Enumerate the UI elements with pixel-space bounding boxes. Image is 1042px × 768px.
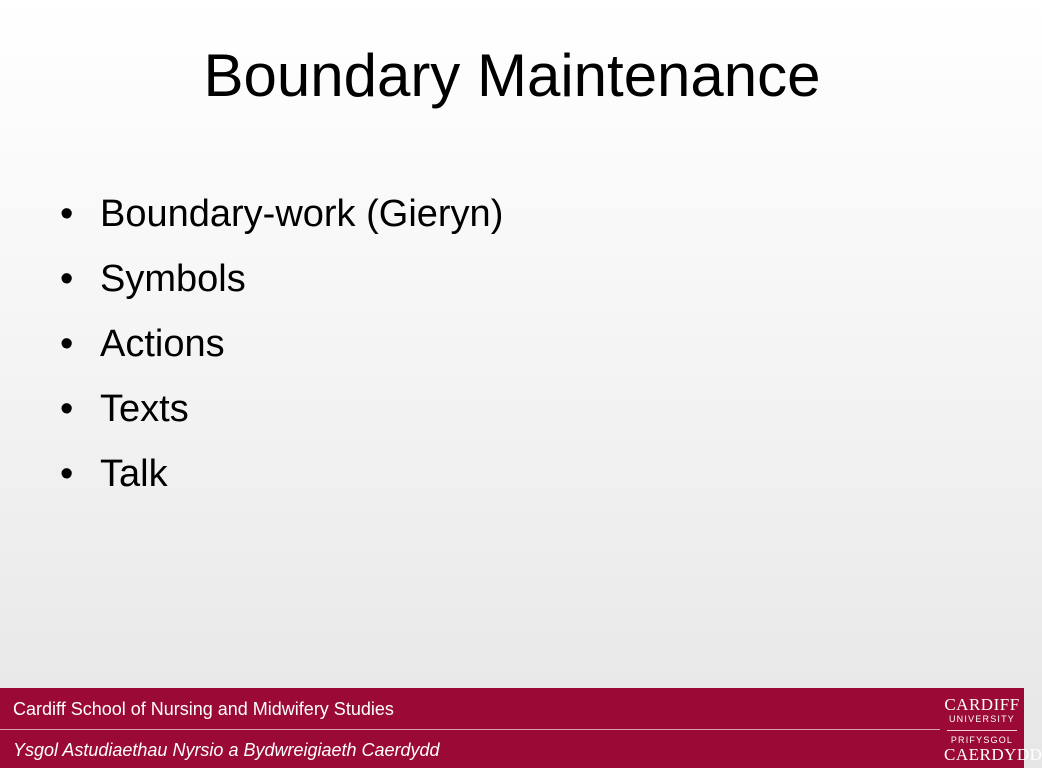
footer-divider (0, 729, 940, 730)
logo-line-caerdydd: CAERDYDD (944, 745, 1042, 764)
footer-welsh-text: Ysgol Astudiaethau Nyrsio a Bydwreigiaeth Caerdydd (13, 740, 440, 760)
list-item (60, 247, 503, 312)
bullet-text: Boundary-work (Gieryn) (100, 193, 504, 235)
bullet-icon: • (60, 388, 74, 430)
university-logo (944, 694, 1042, 764)
slide-title: Boundary Maintenance (203, 42, 821, 109)
bullet-list (60, 182, 503, 507)
bullet-icon: • (60, 453, 74, 495)
bullet-icon: • (60, 258, 74, 300)
footer-english-text: Cardiff School of Nursing and Midwifery Studies (13, 699, 394, 719)
logo-line-prifysgol: PRIFYSGOL (950, 735, 1014, 745)
list-item (60, 182, 503, 247)
bullet-icon: • (60, 193, 74, 235)
logo-divider (947, 730, 1017, 731)
list-item (60, 312, 503, 377)
bullet-text: Texts (100, 388, 189, 430)
bullet-text: Symbols (100, 258, 246, 300)
footer-bar (0, 688, 1042, 768)
logo-line-cardiff: CARDIFF (944, 695, 1020, 714)
bullet-text: Talk (100, 453, 168, 495)
list-item (60, 377, 503, 442)
list-item (60, 442, 503, 507)
bullet-text: Actions (100, 323, 225, 365)
logo-line-university: UNIVERSITY (948, 714, 1015, 724)
bullet-icon: • (60, 323, 74, 365)
